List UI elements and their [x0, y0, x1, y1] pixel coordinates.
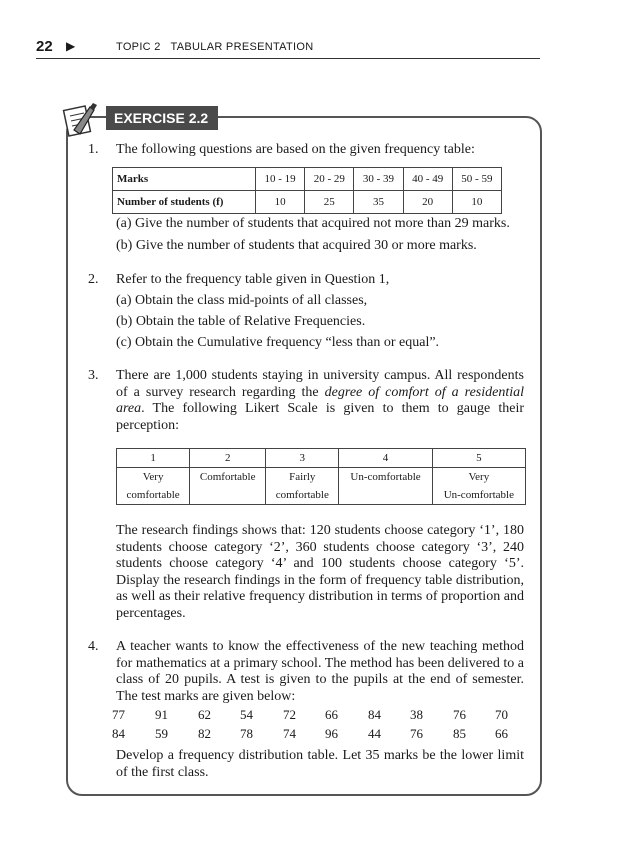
mark-value: 76	[453, 707, 466, 722]
q3-findings: The research findings shows that: 120 students choose category ‘1’, 180 students choose category ‘2’, 360 students choose category ‘3’, 240 students choose category ‘4’ and 100 students choose category ‘5’. Display the research findings in the form of frequency table distribution, as well as their relative frequency distribution in terms of proportion and percentages.	[116, 523, 524, 621]
scale-label: Fairly	[266, 468, 339, 487]
mark-value: 70	[495, 707, 508, 722]
table-cell: 20	[403, 191, 452, 214]
table-cell: 35	[354, 191, 403, 214]
q2-part-a: (a) Obtain the class mid-points of all classes,	[116, 293, 368, 308]
mark-value: 96	[325, 726, 338, 741]
mark-value: 66	[325, 707, 338, 722]
q3-italic: degree of comfort of a residential area	[116, 384, 525, 416]
mark-value: 84	[368, 707, 381, 722]
likert-scale-table	[116, 448, 526, 505]
table-cell: 30 - 39	[354, 168, 403, 191]
q1-number: 1.	[88, 142, 99, 157]
exercise-label: EXERCISE 2.2	[106, 106, 218, 130]
q2-text: Refer to the frequency table given in Question 1,	[116, 272, 390, 287]
mark-value: 54	[240, 707, 253, 722]
scale-label: comfortable	[117, 486, 190, 505]
frequency-table	[112, 167, 502, 214]
mark-value: 62	[198, 707, 211, 722]
page-number: 22	[36, 38, 53, 55]
q4-text: A teacher wants to know the effectiveness of the new teaching method for mathematics at a primary school. The method has been delivered to a class of 20 pupils. A test is given to the pupils at the end of semester. The test marks are given below:	[116, 639, 524, 704]
q4-closing: Develop a frequency distribution table. Let 35 marks be the lower limit of the first class.	[116, 748, 524, 780]
scale-label	[190, 486, 266, 505]
q1-part-a: (a) Give the number of students that acquired not more than 29 marks.	[116, 216, 510, 231]
scale-number: 4	[339, 449, 432, 468]
table-cell: 40 - 49	[403, 168, 452, 191]
running-title: TOPIC 2 TABULAR PRESENTATION	[116, 41, 314, 53]
scale-number: 1	[117, 449, 190, 468]
mark-value: 59	[155, 726, 168, 741]
mark-value: 74	[283, 726, 296, 741]
page-header	[36, 38, 540, 59]
scale-label: Very	[117, 468, 190, 487]
mark-value: 72	[283, 707, 296, 722]
q2-part-c: (c) Obtain the Cumulative frequency “less than or equal”.	[116, 335, 440, 350]
q2-part-b: (b) Obtain the table of Relative Frequencies.	[116, 314, 366, 329]
table-cell: 10	[256, 191, 305, 214]
mark-value: 78	[240, 726, 253, 741]
mark-value: 77	[112, 707, 125, 722]
table-row-label: Marks	[113, 168, 256, 191]
q4-number: 4.	[88, 639, 99, 654]
mark-value: 76	[410, 726, 423, 741]
play-arrow-icon: ▶	[66, 39, 76, 53]
table-cell: 50 - 59	[452, 168, 501, 191]
scale-number: 3	[266, 449, 339, 468]
scale-label: Un-comfortable	[339, 468, 432, 487]
scale-label: Very	[432, 468, 525, 487]
q1-text: The following questions are based on the given frequency table:	[116, 142, 475, 157]
exercise-pencil-icon	[60, 100, 104, 138]
mark-value: 38	[410, 707, 423, 722]
q3-text: There are 1,000 students staying in university campus. All respondents of a survey research regarding the degree of comfort of a residential area. The following Likert Scale is given to them to gauge their perception:	[116, 368, 525, 433]
mark-value: 44	[368, 726, 381, 741]
mark-value: 66	[495, 726, 508, 741]
mark-value: 85	[453, 726, 466, 741]
scale-number: 5	[432, 449, 525, 468]
q2-number: 2.	[88, 272, 99, 287]
scale-label: Un-comfortable	[432, 486, 525, 505]
table-row-label: Number of students (f)	[113, 191, 256, 214]
table-cell: 10 - 19	[256, 168, 305, 191]
table-cell: 25	[305, 191, 354, 214]
mark-value: 84	[112, 726, 125, 741]
scale-label: Comfortable	[190, 468, 266, 487]
table-cell: 20 - 29	[305, 168, 354, 191]
q1-part-b: (b) Give the number of students that acquired 30 or more marks.	[116, 238, 477, 253]
table-cell: 10	[452, 191, 501, 214]
scale-label: comfortable	[266, 486, 339, 505]
scale-number: 2	[190, 449, 266, 468]
mark-value: 91	[155, 707, 168, 722]
mark-value: 82	[198, 726, 211, 741]
q3-number: 3.	[88, 368, 99, 383]
scale-label	[339, 486, 432, 505]
